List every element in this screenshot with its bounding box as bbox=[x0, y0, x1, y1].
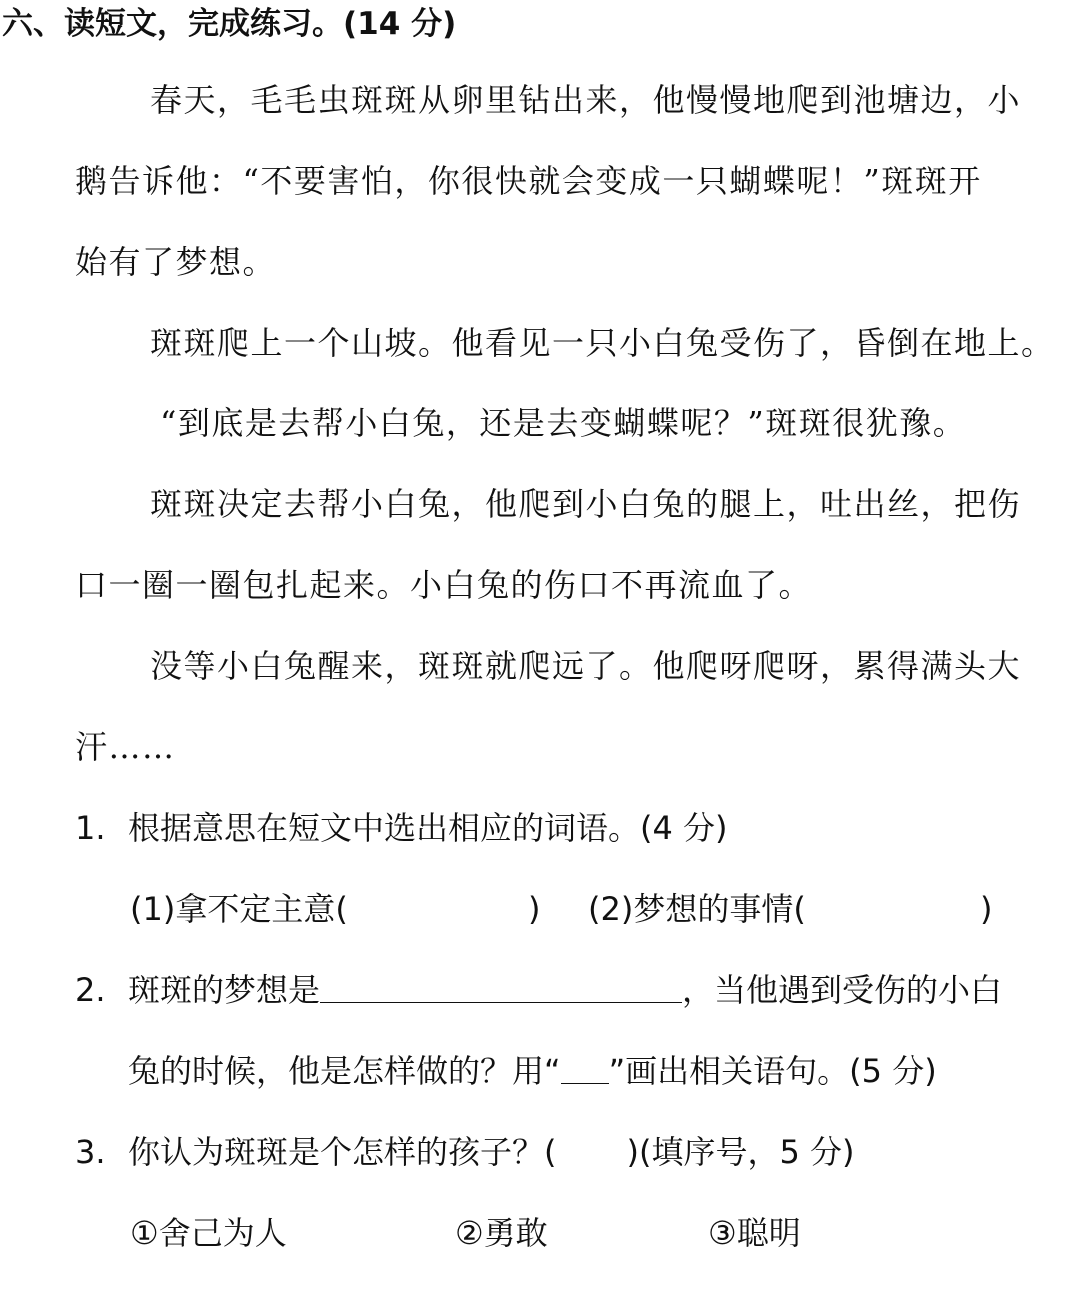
q3-text-after: )(填序号，5 分) bbox=[626, 1133, 855, 1171]
q1-item-2 bbox=[588, 887, 806, 931]
q2-text-after: ，当他遇到受伤的小白 bbox=[682, 971, 1003, 1009]
q2-answer-blank[interactable] bbox=[320, 972, 682, 1003]
q2-line2-after: ”画出相关语句。(5 分) bbox=[608, 1052, 937, 1090]
q1-answer-blank-2[interactable] bbox=[832, 887, 972, 931]
q1-item-1-close: ) bbox=[528, 890, 541, 928]
passage-line: 汗…… bbox=[75, 728, 176, 766]
option-3: ③聪明 bbox=[708, 1214, 801, 1252]
option-1: ①舍己为人 bbox=[130, 1214, 287, 1252]
q1-item-1 bbox=[130, 887, 348, 931]
question-number: 2. bbox=[75, 971, 106, 1009]
question-number: 1. bbox=[75, 809, 106, 847]
section-heading: 六、读短文，完成练习。(14 分) bbox=[2, 6, 457, 42]
q2-line2-before: 兔的时候，他是怎样做的？用“ bbox=[128, 1052, 561, 1090]
q1-item-1-label: (1)拿不定主意( bbox=[130, 890, 348, 928]
passage-line: 没等小白兔醒来，斑斑就爬远了。他爬呀爬呀，累得满头大 bbox=[150, 647, 1022, 685]
question-text bbox=[128, 968, 1002, 1012]
underline-sample bbox=[561, 1053, 609, 1084]
option-2: ②勇敢 bbox=[455, 1214, 548, 1252]
passage-line: “到底是去帮小白兔，还是去变蝴蝶呢？”斑斑很犹豫。 bbox=[160, 404, 967, 442]
question-text-line-2 bbox=[128, 1049, 937, 1093]
q1-item-2-label: (2)梦想的事情( bbox=[588, 890, 806, 928]
q3-text-before: 你认为斑斑是个怎样的孩子？( bbox=[128, 1133, 557, 1171]
q2-text-before: 斑斑的梦想是 bbox=[128, 971, 321, 1009]
q1-answer-blank-1[interactable] bbox=[370, 887, 520, 931]
q1-item-2-close: ) bbox=[980, 890, 993, 928]
passage-line: 始有了梦想。 bbox=[75, 243, 277, 281]
passage-line: 鹅告诉他：“不要害怕，你很快就会变成一只蝴蝶呢！”斑斑开 bbox=[75, 162, 982, 200]
passage-line: 口一圈一圈包扎起来。小白兔的伤口不再流血了。 bbox=[75, 566, 813, 604]
question-number: 3. bbox=[75, 1133, 106, 1171]
question-text: 根据意思在短文中选出相应的词语。(4 分) bbox=[128, 809, 728, 847]
question-text bbox=[128, 1130, 855, 1174]
q3-answer-blank[interactable] bbox=[557, 1133, 627, 1163]
passage-line: 春天，毛毛虫斑斑从卵里钻出来，他慢慢地爬到池塘边，小 bbox=[150, 81, 1022, 119]
passage-line: 斑斑决定去帮小白兔，他爬到小白兔的腿上，吐出丝，把伤 bbox=[150, 485, 1022, 523]
passage-line: 斑斑爬上一个山坡。他看见一只小白兔受伤了，昏倒在地上。 bbox=[150, 324, 1055, 362]
